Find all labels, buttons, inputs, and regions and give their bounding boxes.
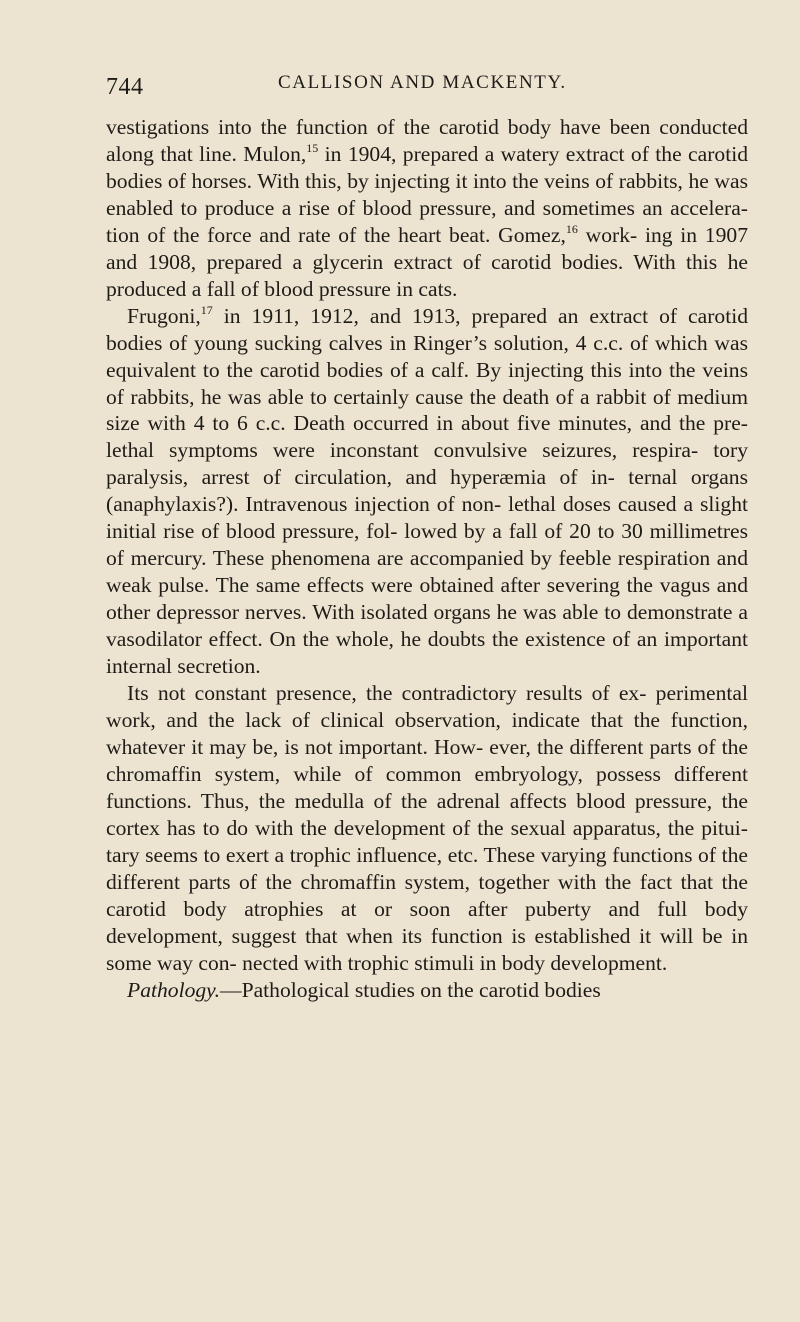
body-text xyxy=(106,114,748,1003)
paragraph xyxy=(106,977,748,1004)
paragraph xyxy=(106,114,748,303)
text-run: —Pathological studies on the carotid bodies xyxy=(219,977,601,1002)
text-run: work- ing in 1907 and 1908, prepared a glycerin extract of carotid bodies. With this he produced a fall of blood pressure in cats. xyxy=(106,222,748,301)
page-number: 744 xyxy=(106,74,144,100)
text-run: in 1911, 1912, and 1913, prepared an extract of carotid bodies of young sucking calves in Ringer’s solution, 4 c.c. of which was equivalent to the carotid bodies of a calf. By injecting this into the veins of rabbits, he was able to certainly cause the death of a rabbit of medium size with 4 to 6 c.c. Death occurred in about five minutes, and the pre- lethal symptoms were inconstant convulsive seizures, respira- tory paralysis, arrest of circulation, and hyperæmia of in- ternal organs (anaphylaxis?). Intravenous injection of non- lethal doses caused a slight initial rise of blood pressure, fol- lowed by a fall of 20 to 30 millimetres of mercury. These phenomena are accompanied by feeble respiration and weak pulse. The same effects were obtained after severing the vagus and other depressor nerves. With isolated organs he was able to demonstrate a vasodilator effect. On the whole, he doubts the existence of an important internal secretion. xyxy=(106,303,748,679)
section-heading: Pathology. xyxy=(127,977,220,1002)
paragraph xyxy=(106,680,748,976)
text-run: Its not constant presence, the contradictory results of ex- perimental work, and the lack of clinical observation, indicate that the function, whatever it may be, is not important. How- ever, the different parts of the chromaffin system, while of common embryology, possess different functions. Thus, the medulla of the adrenal affects blood pressure, the cortex has to do with the development of the sexual apparatus, the pitui- tary seems to exert a trophic influence, etc. These varying functions of the different parts of the chromaffin system, together with the fact that the carotid body atrophies at or soon after puberty and full body development, suggest that when its function is established it will be in some way con- nected with trophic stimuli in body development. xyxy=(106,681,748,975)
text-run: vestigations into the function of the carotid body have been conducted along that line. Mulon, xyxy=(106,115,748,166)
text-run: Frugoni, xyxy=(127,303,201,328)
paragraph xyxy=(106,303,748,680)
running-head: CALLISON AND MACKENTY. xyxy=(278,72,567,93)
footnote-ref: 17 xyxy=(200,302,213,317)
footnote-ref: 16 xyxy=(565,221,578,236)
text-run: in 1904, prepared a watery extract of the carotid bodies of horses. With this, by injecting it into the veins of rabbits, he was enabled to produce a rise of blood pressure, and sometimes an accelera- tion of the force and rate of the heart beat. Gomez, xyxy=(106,141,748,247)
footnote-ref: 15 xyxy=(306,140,319,155)
